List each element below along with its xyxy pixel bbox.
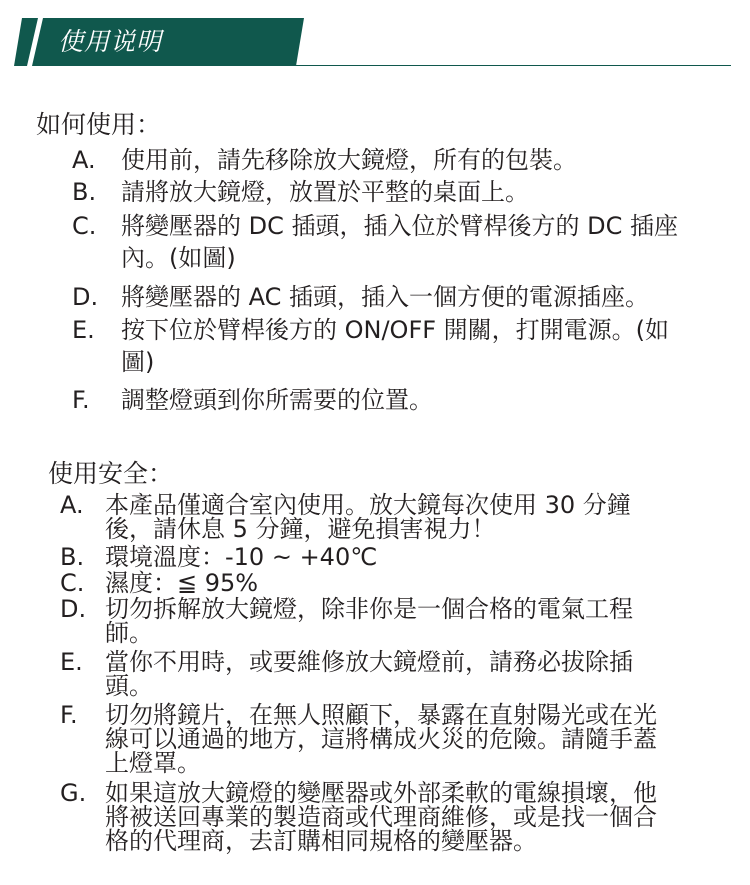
item-text: 將變壓器的 AC 插頭，插入一個方便的電源插座。 bbox=[121, 283, 650, 311]
header-rule bbox=[295, 65, 731, 66]
item-text: 線可以通過的地方，這將構成火災的危險。請隨手蓋 bbox=[105, 725, 657, 753]
item-text: 將變壓器的 DC 插頭，插入位於臂桿後方的 DC 插座 bbox=[121, 212, 678, 240]
item-text: 調整燈頭到你所需要的位置。 bbox=[121, 386, 433, 414]
section-header bbox=[0, 18, 750, 68]
item-letter: E. bbox=[72, 316, 95, 344]
item-text: 後，請休息 5 分鐘，避免損害視力！ bbox=[105, 515, 496, 543]
how-to-use-title: 如何使用： bbox=[36, 110, 162, 139]
item-letter: F. bbox=[60, 701, 78, 729]
item-letter: G. bbox=[60, 779, 87, 807]
item-text: 切勿拆解放大鏡燈，除非你是一個合格的電氣工程 bbox=[105, 595, 633, 623]
item-letter: D. bbox=[72, 283, 99, 311]
item-text: 本產品僅適合室內使用。放大鏡每次使用 30 分鐘 bbox=[105, 491, 631, 519]
item-letter: B. bbox=[60, 543, 85, 571]
item-text: 師。 bbox=[105, 619, 153, 647]
item-text: 環境溫度：-10 ~ +40℃ bbox=[105, 543, 378, 571]
item-text: 格的代理商，去訂購相同規格的變壓器。 bbox=[105, 827, 537, 855]
item-letter: C. bbox=[60, 569, 85, 597]
item-text: 頭。 bbox=[105, 672, 153, 700]
item-text: 使用前，請先移除放大鏡燈，所有的包裝。 bbox=[121, 146, 577, 174]
item-letter: A. bbox=[60, 491, 84, 519]
item-letter: B. bbox=[72, 178, 97, 206]
item-letter: C. bbox=[72, 212, 97, 240]
item-text: 將被送回專業的製造商或代理商維修，或是找一個合 bbox=[105, 803, 657, 831]
item-text: 如果這放大鏡燈的變壓器或外部柔軟的電線損壞，他 bbox=[105, 779, 657, 807]
header-title: 使用说明 bbox=[58, 27, 163, 56]
item-text: 上燈罩。 bbox=[105, 749, 201, 777]
item-text: 請將放大鏡燈，放置於平整的桌面上。 bbox=[121, 178, 529, 206]
item-text: 圖) bbox=[121, 348, 155, 376]
item-text: 按下位於臂桿後方的 ON/OFF 開關，打開電源。(如 bbox=[121, 316, 670, 344]
item-letter: A. bbox=[72, 146, 96, 174]
item-letter: F. bbox=[72, 386, 90, 414]
item-letter: D. bbox=[60, 595, 87, 623]
item-letter: E. bbox=[60, 648, 83, 676]
item-text: 切勿將鏡片，在無人照顧下，暴露在直射陽光或在光 bbox=[105, 701, 657, 729]
safety-title: 使用安全： bbox=[48, 459, 174, 488]
item-text: 當你不用時，或要維修放大鏡燈前，請務必拔除插 bbox=[105, 648, 633, 676]
item-text: 濕度：≦ 95% bbox=[105, 569, 259, 597]
item-text: 內。(如圖) bbox=[121, 244, 236, 272]
